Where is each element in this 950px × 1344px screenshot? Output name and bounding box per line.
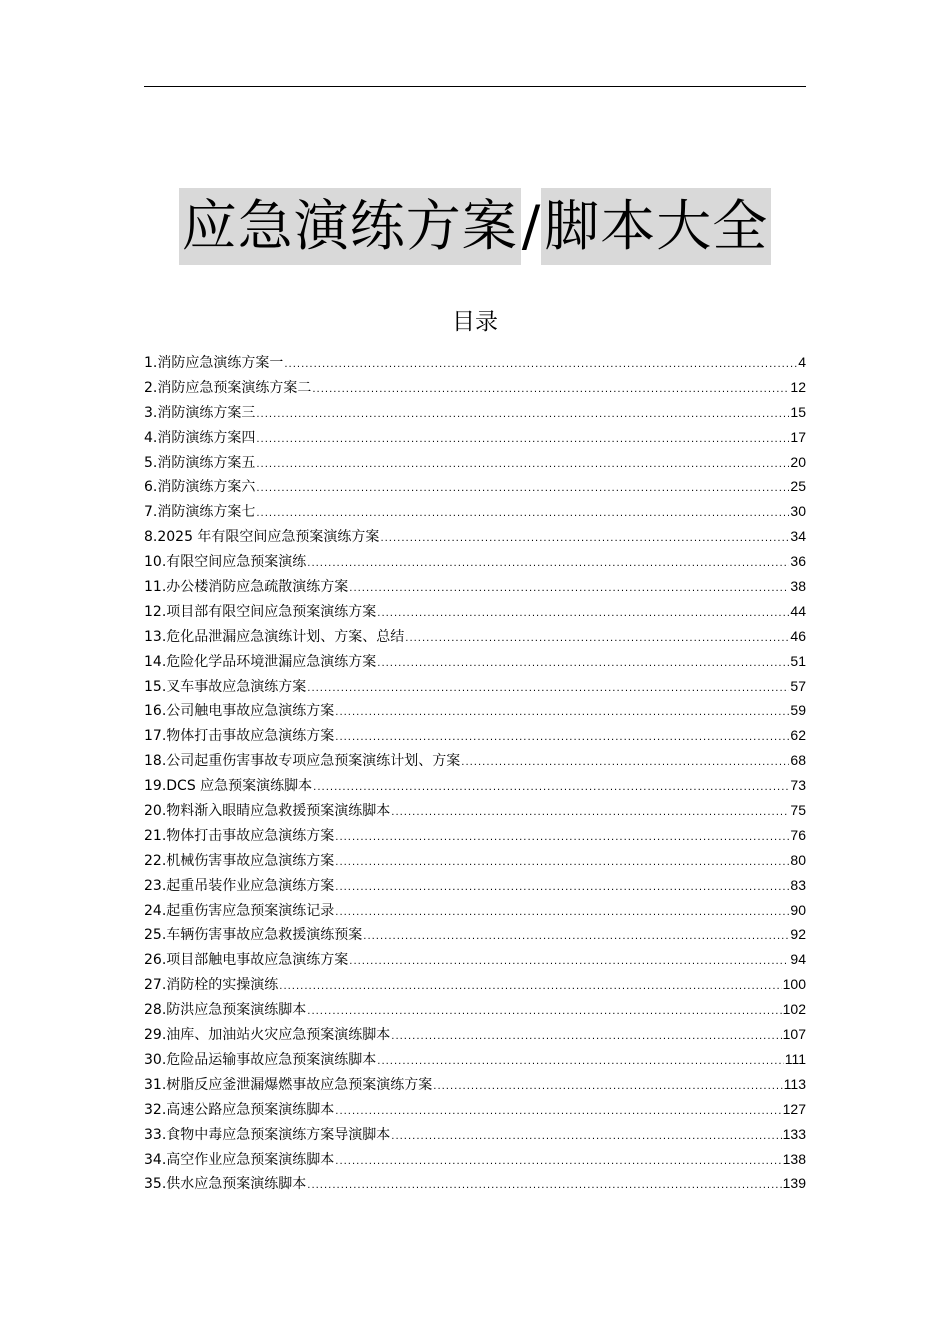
toc-dot-leader	[391, 801, 789, 826]
toc-entry[interactable]	[144, 474, 806, 499]
toc-entry[interactable]	[144, 375, 806, 400]
toc-entry-page: 4	[798, 354, 806, 370]
toc-dot-leader	[256, 403, 789, 428]
header-rule	[144, 86, 806, 87]
toc-entry[interactable]	[144, 1022, 806, 1047]
toc-entry[interactable]	[144, 873, 806, 898]
toc-dot-leader	[279, 975, 781, 1000]
toc-entry-page: 34	[790, 528, 806, 545]
toc-entry[interactable]	[144, 723, 806, 748]
toc-entry-page: 73	[790, 777, 806, 794]
toc-entry-page: 138	[782, 1150, 806, 1167]
toc-entry-page: 111	[784, 1050, 806, 1067]
toc-entry-title: 22.机械伤害事故应急演练方案	[144, 852, 335, 869]
toc-dot-leader	[313, 776, 789, 801]
toc-entry-title: 16.公司触电事故应急演练方案	[144, 703, 335, 720]
toc-entry-page: 83	[790, 876, 806, 893]
toc-heading: 目录	[452, 309, 498, 335]
toc-entry-page: 75	[790, 802, 806, 819]
toc-dot-leader	[377, 652, 789, 677]
title-separator: /	[521, 188, 542, 265]
toc-entry-title: 24.起重伤害应急预案演练记录	[144, 902, 335, 919]
toc-dot-leader	[461, 751, 789, 776]
toc-entry-page: 46	[790, 627, 806, 644]
toc-entry[interactable]	[144, 1147, 806, 1172]
toc-dot-leader	[377, 602, 789, 627]
toc-entry[interactable]	[144, 649, 806, 674]
toc-dot-leader	[391, 1125, 781, 1150]
toc-entry[interactable]	[144, 1171, 806, 1196]
toc-entry-page: 25	[790, 478, 806, 495]
toc-entry-page: 139	[782, 1175, 806, 1192]
toc-entry[interactable]	[144, 898, 806, 923]
toc-entry-page: 100	[782, 976, 806, 993]
toc-dot-leader	[335, 851, 789, 876]
toc-entry-page: 36	[790, 553, 806, 570]
toc-entry-title: 26.项目部触电事故应急演练方案	[144, 952, 349, 969]
title-part-2: 脚本大全	[541, 188, 771, 265]
toc-dot-leader	[335, 901, 789, 926]
toc-dot-leader	[335, 701, 789, 726]
toc-entry-title: 12.项目部有限空间应急预案演练方案	[144, 603, 377, 620]
toc-entry[interactable]	[144, 823, 806, 848]
toc-dot-leader	[312, 378, 789, 403]
toc-entry[interactable]	[144, 1122, 806, 1147]
toc-dot-leader	[307, 1174, 781, 1199]
toc-entry[interactable]	[144, 773, 806, 798]
toc-entry-title: 33.食物中毒应急预案演练方案导演脚本	[144, 1126, 391, 1143]
toc-entry-page: 44	[790, 602, 806, 619]
toc-entry-page: 20	[790, 453, 806, 470]
toc-dot-leader	[335, 876, 789, 901]
toc-dot-leader	[256, 453, 789, 478]
toc-dot-leader	[335, 1150, 781, 1175]
toc-entry-page: 12	[790, 378, 806, 395]
toc-entry-title: 28.防洪应急预案演练脚本	[144, 1002, 307, 1019]
toc-dot-leader	[377, 1050, 783, 1075]
title-part-1: 应急演练方案	[179, 188, 521, 265]
toc-entry-title: 3.消防演练方案三	[144, 404, 256, 421]
toc-dot-leader	[256, 477, 789, 502]
toc-entry-page: 80	[790, 851, 806, 868]
toc-entry[interactable]	[144, 425, 806, 450]
toc-entry[interactable]	[144, 400, 806, 425]
toc-entry-title: 27.消防栓的实操演练	[144, 977, 279, 994]
toc-entry-title: 34.高空作业应急预案演练脚本	[144, 1151, 335, 1168]
toc-entry[interactable]	[144, 1047, 806, 1072]
toc-entry-title: 15.叉车事故应急演练方案	[144, 678, 307, 695]
toc-entry[interactable]	[144, 549, 806, 574]
toc-entry-title: 20.物料渐入眼睛应急救援预案演练脚本	[144, 803, 391, 820]
toc-dot-leader	[335, 1100, 781, 1125]
toc-entry-page: 133	[782, 1125, 806, 1142]
toc-dot-leader	[363, 925, 789, 950]
toc-dot-leader	[405, 627, 789, 652]
toc-entry-page: 17	[790, 428, 806, 445]
toc-entry-title: 11.办公楼消防应急疏散演练方案	[144, 579, 349, 596]
toc-dot-leader	[284, 353, 797, 378]
toc-dot-leader	[349, 950, 789, 975]
toc-entry-title: 18.公司起重伤害事故专项应急预案演练计划、方案	[144, 753, 461, 770]
toc-entry[interactable]	[144, 922, 806, 947]
toc-entry-page: 90	[790, 901, 806, 918]
toc-entry-page: 30	[790, 503, 806, 520]
toc-dot-leader	[307, 1000, 781, 1025]
toc-entry[interactable]	[144, 798, 806, 823]
toc-dot-leader	[335, 726, 789, 751]
toc-entry[interactable]	[144, 574, 806, 599]
toc-entry[interactable]	[144, 1097, 806, 1122]
toc-entry-page: 57	[790, 677, 806, 694]
toc-entry[interactable]	[144, 624, 806, 649]
toc-entry[interactable]	[144, 947, 806, 972]
toc-entry-title: 17.物体打击事故应急演练方案	[144, 728, 335, 745]
table-of-contents	[144, 350, 806, 1196]
toc-entry[interactable]	[144, 997, 806, 1022]
toc-entry-title: 30.危险品运输事故应急预案演练脚本	[144, 1051, 377, 1068]
toc-entry[interactable]	[144, 350, 806, 375]
toc-entry-title: 21.物体打击事故应急演练方案	[144, 827, 335, 844]
toc-entry-page: 113	[783, 1075, 806, 1092]
toc-entry-page: 107	[782, 1026, 806, 1043]
toc-entry-title: 8.2025 年有限空间应急预案演练方案	[144, 529, 380, 546]
toc-entry-title: 2.消防应急预案演练方案二	[144, 379, 312, 396]
toc-entry-page: 68	[790, 752, 806, 769]
toc-entry[interactable]	[144, 1072, 806, 1097]
toc-entry-page: 92	[790, 926, 806, 943]
toc-entry-title: 32.高速公路应急预案演练脚本	[144, 1101, 335, 1118]
toc-entry-title: 31.树脂反应釜泄漏爆燃事故应急预案演练方案	[144, 1076, 433, 1093]
toc-entry-title: 1.消防应急演练方案一	[144, 355, 284, 371]
toc-entry-title: 19.DCS 应急预案演练脚本	[144, 778, 313, 795]
toc-entry[interactable]	[144, 524, 806, 549]
toc-dot-leader	[256, 428, 789, 453]
toc-entry[interactable]	[144, 674, 806, 699]
toc-entry[interactable]	[144, 499, 806, 524]
toc-entry[interactable]	[144, 698, 806, 723]
toc-entry[interactable]	[144, 848, 806, 873]
toc-entry-title: 10.有限空间应急预案演练	[144, 554, 307, 571]
toc-entry-page: 38	[790, 578, 806, 595]
toc-entry-title: 13.危化品泄漏应急演练计划、方案、总结	[144, 628, 405, 645]
toc-dot-leader	[391, 1025, 781, 1050]
toc-dot-leader	[349, 577, 789, 602]
toc-entry[interactable]	[144, 748, 806, 773]
toc-entry[interactable]	[144, 972, 806, 997]
toc-dot-leader	[433, 1075, 782, 1100]
toc-entry-page: 59	[790, 702, 806, 719]
toc-entry-page: 127	[782, 1100, 806, 1117]
toc-entry-page: 94	[790, 951, 806, 968]
toc-entry-page: 102	[782, 1001, 806, 1018]
document-title	[0, 188, 950, 265]
toc-entry-title: 6.消防演练方案六	[144, 479, 256, 496]
toc-entry[interactable]	[144, 450, 806, 475]
toc-entry-title: 5.消防演练方案五	[144, 454, 256, 471]
toc-entry-page: 15	[790, 403, 806, 420]
toc-entry-title: 23.起重吊装作业应急演练方案	[144, 877, 335, 894]
toc-dot-leader	[307, 552, 789, 577]
toc-entry-title: 14.危险化学品环境泄漏应急演练方案	[144, 653, 377, 670]
toc-entry[interactable]	[144, 599, 806, 624]
toc-dot-leader	[256, 502, 789, 527]
toc-entry-title: 25.车辆伤害事故应急救援演练预案	[144, 927, 363, 944]
toc-dot-leader	[335, 826, 789, 851]
toc-entry-title: 4.消防演练方案四	[144, 429, 256, 446]
toc-entry-title: 29.油库、加油站火灾应急预案演练脚本	[144, 1027, 391, 1044]
toc-entry-page: 51	[790, 652, 806, 669]
toc-dot-leader	[380, 527, 789, 552]
toc-entry-title: 7.消防演练方案七	[144, 504, 256, 521]
toc-entry-page: 62	[790, 727, 806, 744]
toc-entry-page: 76	[790, 826, 806, 843]
toc-dot-leader	[307, 677, 789, 702]
toc-entry-title: 35.供水应急预案演练脚本	[144, 1176, 307, 1193]
